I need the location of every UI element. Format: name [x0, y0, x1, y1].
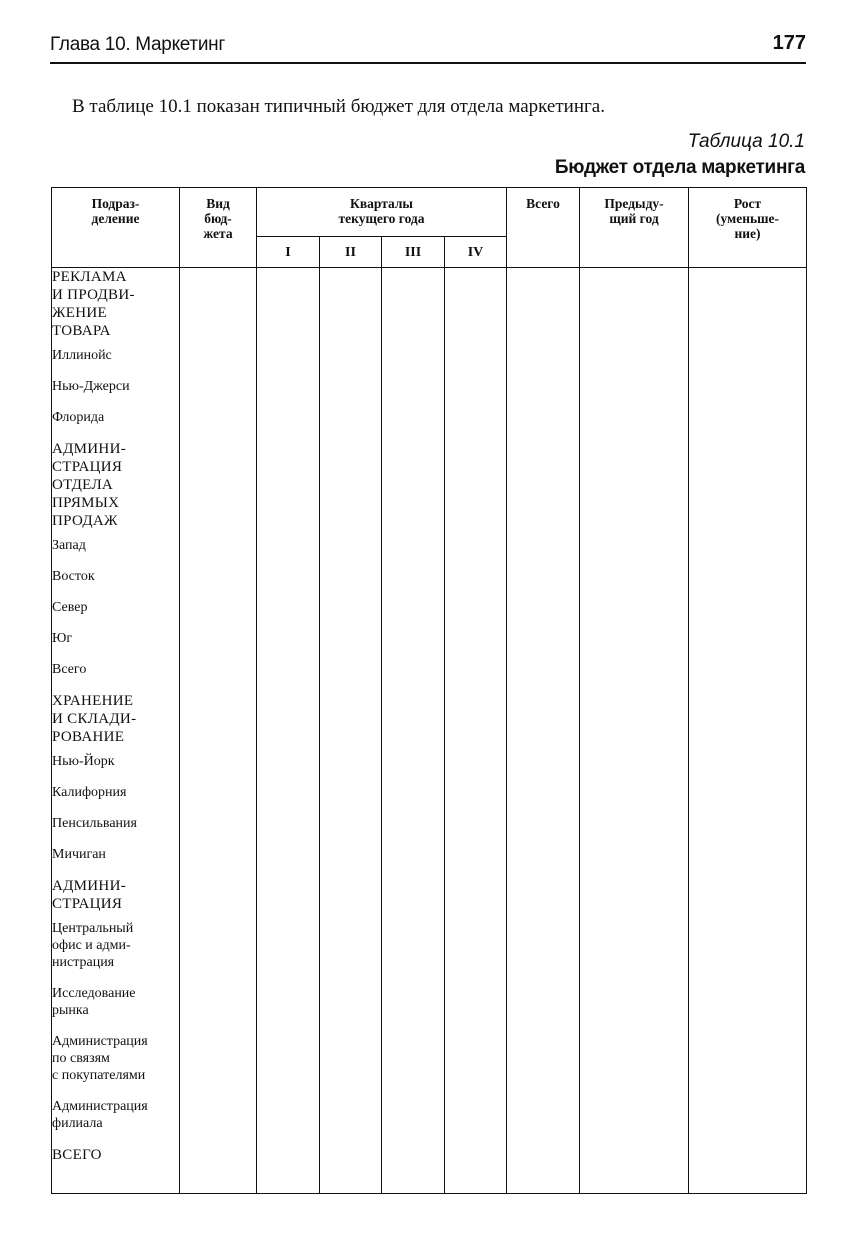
- previous-year-column: [580, 268, 689, 1194]
- intro-paragraph: В таблице 10.1 показан типичный бюджет для отдела маркетинга.: [72, 96, 605, 117]
- row-label-line: Центральный: [52, 921, 134, 936]
- quarter-2-column: [320, 268, 382, 1194]
- header-division-line: деление: [91, 211, 140, 226]
- header-division: [52, 188, 180, 268]
- header-quarter-3: III: [382, 237, 445, 268]
- row-label-line: РЕКЛАМА: [52, 269, 127, 285]
- row-label-line: СТРАЦИЯ: [52, 896, 123, 912]
- total-column: [507, 268, 580, 1194]
- row-label: [52, 985, 179, 1019]
- row-label-line: Пенсильвания: [52, 816, 137, 831]
- header-quarter-1: I: [257, 237, 320, 268]
- row-label-line: Иллинойс: [52, 348, 112, 363]
- row-label: [52, 784, 179, 801]
- chapter-title: Глава 10. Маркетинг: [50, 34, 225, 55]
- header-budget-type: [180, 188, 257, 268]
- row-label: [52, 537, 179, 554]
- header-quarter-4: IV: [445, 237, 507, 268]
- row-label-line: ХРАНЕНИЕ: [52, 693, 134, 709]
- header-division-line: Подраз-: [91, 196, 140, 211]
- header-previous-year: [580, 188, 689, 268]
- row-label-line: Администрация: [52, 1099, 148, 1114]
- header-budget-type-line: Вид: [206, 196, 230, 211]
- row-label-line: Исследование: [52, 986, 136, 1001]
- section-heading-label: [52, 268, 179, 340]
- section-heading-label: [52, 1146, 179, 1164]
- row-label: [52, 815, 179, 832]
- row-label-line: рынка: [52, 1003, 89, 1018]
- row-label-line: СТРАЦИЯ: [52, 459, 123, 475]
- row-label-line: Мичиган: [52, 847, 106, 862]
- header-total: Всего: [507, 188, 580, 268]
- table-number: Таблица 10.1: [687, 131, 805, 152]
- row-label-line: Запад: [52, 538, 86, 553]
- row-label: [52, 347, 179, 364]
- header-budget-type-line: жета: [203, 226, 233, 241]
- row-label: [52, 568, 179, 585]
- row-label-line: ВСЕГО: [52, 1147, 102, 1163]
- row-label-line: АДМИНИ-: [52, 441, 126, 457]
- row-label-line: ЖЕНИЕ: [52, 305, 107, 321]
- row-label-line: Администрация: [52, 1034, 148, 1049]
- growth-column: [689, 268, 807, 1194]
- header-growth-line: ние): [734, 226, 761, 241]
- section-heading-label: [52, 440, 179, 530]
- running-head: [50, 30, 806, 64]
- section-heading-label: [52, 877, 179, 913]
- header-budget-type-line: бюд-: [204, 211, 232, 226]
- quarter-1-column: [257, 268, 320, 1194]
- row-label-line: ОТДЕЛА: [52, 477, 114, 493]
- row-label-line: Всего: [52, 662, 87, 677]
- section-heading-label: [52, 692, 179, 746]
- row-label: [52, 661, 179, 678]
- row-label-line: И СКЛАДИ-: [52, 711, 137, 727]
- row-label-line: Нью-Йорк: [52, 754, 115, 769]
- row-label-line: Юг: [52, 631, 73, 646]
- row-label-line: нистрация: [52, 955, 115, 970]
- budget-table: [51, 187, 807, 1194]
- header-growth-line: (уменьше-: [715, 211, 780, 226]
- row-label-line: ТОВАРА: [52, 323, 111, 339]
- row-label-line: филиала: [52, 1116, 103, 1131]
- header-growth-line: Рост: [733, 196, 762, 211]
- row-label-line: Север: [52, 600, 88, 615]
- row-label: [52, 846, 179, 863]
- header-quarter-2: II: [320, 237, 382, 268]
- row-label-line: АДМИНИ-: [52, 878, 126, 894]
- table-title: Бюджет отдела маркетинга: [554, 157, 805, 178]
- row-label-line: с покупателями: [52, 1068, 146, 1083]
- header-growth: [689, 188, 807, 268]
- row-label-line: Флорида: [52, 410, 105, 425]
- row-label-line: офис и адми-: [52, 938, 131, 953]
- row-label: [52, 753, 179, 770]
- budget-type-column: [180, 268, 257, 1194]
- row-label: [52, 599, 179, 616]
- row-label-line: Восток: [52, 569, 95, 584]
- header-previous-year-line: Предыду-: [604, 196, 664, 211]
- header-quarters-line: текущего года: [338, 211, 425, 226]
- row-label: [52, 630, 179, 647]
- row-label: [52, 1098, 179, 1132]
- row-label: [52, 409, 179, 426]
- quarter-4-column: [445, 268, 507, 1194]
- header-quarters-line: Кварталы: [350, 196, 413, 211]
- page-number: 177: [772, 32, 806, 54]
- row-label: [52, 378, 179, 395]
- row-label-line: И ПРОДВИ-: [52, 287, 135, 303]
- row-label-line: ПРЯМЫХ: [52, 495, 120, 511]
- quarter-3-column: [382, 268, 445, 1194]
- row-label-line: Калифорния: [52, 785, 127, 800]
- row-label-line: по связям: [52, 1051, 110, 1066]
- row-label-line: РОВАНИЕ: [52, 729, 125, 745]
- row-label-line: Нью-Джерси: [52, 379, 130, 394]
- header-quarters: [257, 188, 507, 237]
- header-previous-year-line: щий год: [609, 211, 659, 226]
- row-label: [52, 920, 179, 971]
- division-column: [52, 268, 180, 1194]
- row-label: [52, 1033, 179, 1084]
- row-label-line: ПРОДАЖ: [52, 513, 118, 529]
